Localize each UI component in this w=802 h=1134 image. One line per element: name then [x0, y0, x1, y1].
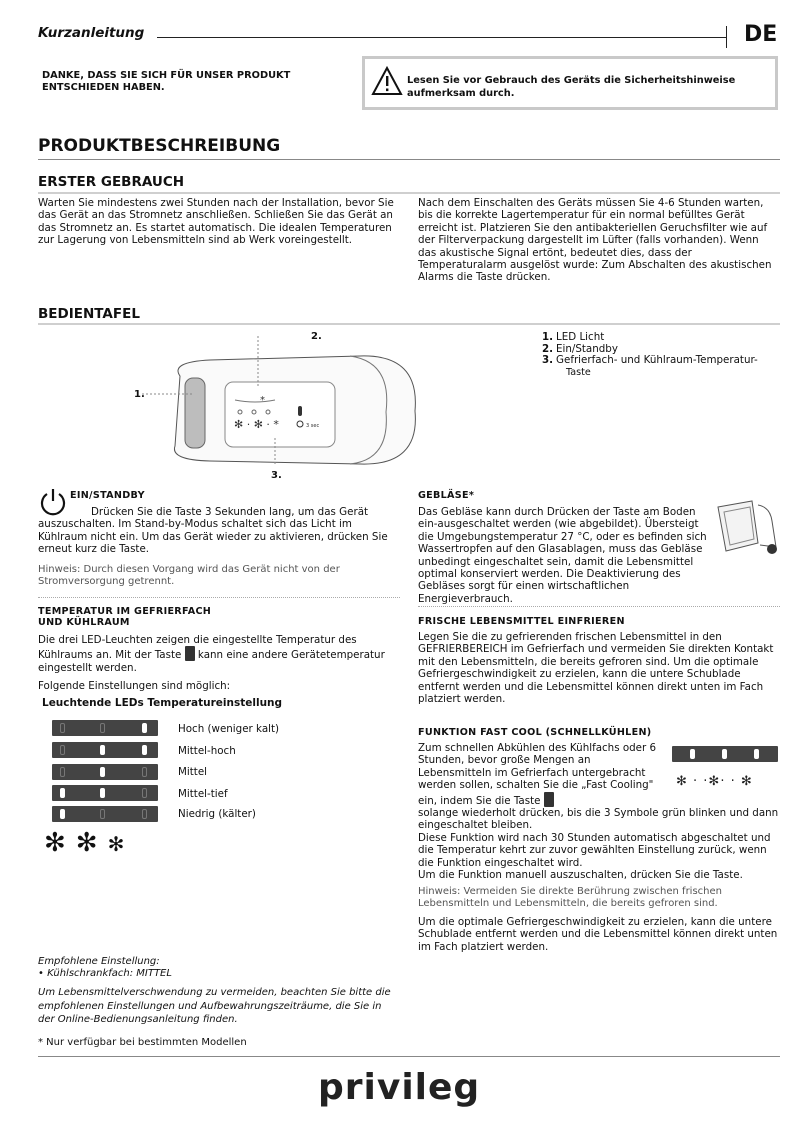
safety-warning-text: Lesen Sie vor Gebrauch des Geräts die Sicherheitshinweise aufmerksam durch.	[407, 75, 736, 99]
svg-text:✻ · ✻ · *: ✻ · ✻ · *	[234, 418, 279, 431]
legend-item: 3. Gefrierfach- und Kühlraum-Temperatur-	[542, 354, 758, 366]
footnote: * Nur verfügbar bei bestimmten Modellen	[38, 1037, 247, 1048]
heading-standby: EIN/STANDBY	[70, 490, 145, 501]
warning-icon	[371, 65, 403, 97]
legend-item: 1. LED Licht	[542, 331, 605, 343]
heading-freeze: FRISCHE LEBENSMITTEL EINFRIEREN	[418, 616, 625, 627]
language-code: DE	[744, 22, 778, 47]
panel-legend	[542, 332, 782, 378]
led-row-medium-high	[52, 742, 158, 758]
recommended-title: Empfohlene Einstellung:	[38, 956, 160, 967]
first-use-right-text: Nach dem Einschalten des Geräts müssen Sie 4-6 Stunden warten, bis die korrekte Lagertemperatur für ein normal befülltes Gerät erreicht ist. Platzieren Sie den antibakteriellen Geruchsfilter wie auf der Filterverpackung dargestellt im Lüfter (falls vorhanden). Wenn das akustische Signal ertönt, bedeutet dies, dass der Temperaturalarm ausgelöst wurde: Zum Abschalten des akustischen Alarms die Taste drücken.	[418, 197, 772, 284]
recommended-item: • Kühlschrankfach: MITTEL	[38, 968, 172, 979]
led-row-low	[52, 806, 158, 822]
led-table-header: Leuchtende LEDs Temperatureinstellung	[42, 697, 283, 709]
heading-rule	[38, 323, 780, 325]
callout-3: 3.	[271, 470, 282, 481]
fan-illustration	[712, 497, 784, 559]
control-panel-illustration	[120, 326, 440, 476]
heading-fast-cool: FUNKTION FAST COOL (SCHNELLKÜHLEN)	[418, 727, 652, 738]
led-row-high	[52, 720, 158, 736]
led-label: Mittel-hoch	[178, 745, 236, 757]
fan-text: Das Gebläse kann durch Drücken der Taste am Boden ein-ausgeschaltet werden (wie abgebildet). Übersteigt die Umgebungstemperatur 27 °C, oder es befinden sich Wassertropfen auf den Glasablagen, muss das Gebläse unbedingt eingeschaltet sein, damit die Lebensmittel optimal konserviert werden. Die Deaktivierung des Gebläses sorgt für einen wirtschaftlichen Energieverbrauch.	[418, 506, 707, 605]
fast-cool-button-icon	[544, 792, 554, 807]
heading-temperature-1: TEMPERATUR IM GEFRIERFACH	[38, 606, 212, 617]
thanks-message: DANKE, DASS SIE SICH FÜR UNSER PRODUKT ENTSCHIEDEN HABEN.	[42, 70, 291, 93]
led-label: Niedrig (kälter)	[178, 808, 256, 820]
temperature-text: Die drei LED-Leuchten zeigen die eingestellte Temperatur des Kühlraums an. Mit der Taste kann eine andere Gerätetemperatur eingestellt werden.	[38, 634, 385, 674]
legend-item: 2. Ein/Standby	[542, 342, 618, 355]
heading-control-panel: BEDIENTAFEL	[38, 306, 140, 322]
header-divider	[726, 26, 727, 48]
section-rule	[38, 159, 780, 160]
led-label: Mittel	[178, 766, 208, 778]
callout-1: 1.	[134, 389, 145, 400]
safety-warning-box	[362, 56, 778, 110]
header-rule	[157, 37, 727, 38]
temperature-button-icon	[185, 646, 195, 661]
first-use-left-text: Warten Sie mindestens zwei Stunden nach der Installation, bevor Sie das Gerät an das Stromnetz anschließen. Schließen Sie das Gerät an das Stromnetz an. Es startet automatisch. Die idealen Temperaturen zur Lagerung von Lebensmitteln sind ab Werk voreingestellt.	[38, 197, 394, 247]
standby-note: Hinweis: Durch diesen Vorgang wird das Gerät nicht von der Stromversorgung getrennt.	[38, 564, 340, 587]
led-label: Hoch (weniger kalt)	[178, 723, 280, 735]
led-row-medium	[52, 764, 158, 780]
svg-text:*: *	[260, 395, 265, 406]
section-separator	[38, 597, 400, 598]
heading-fan: GEBLÄSE*	[418, 490, 475, 501]
snowflake-icons: ✻✻✻	[44, 828, 135, 858]
brand-logo: privileg	[318, 1067, 481, 1108]
fast-cool-note: Hinweis: Vermeiden Sie direkte Berührung zwischen frischen Lebensmitteln und Lebensmitteln, die bereits gefroren sind.	[418, 886, 722, 909]
section-title-product: PRODUKTBESCHREIBUNG	[38, 136, 281, 156]
sec-label: 3 sec	[306, 423, 320, 429]
callout-2: 2.	[311, 331, 322, 342]
heading-rule	[38, 192, 780, 194]
footer-rule	[38, 1056, 780, 1057]
recommended-text: Um Lebensmittelverschwendung zu vermeiden, beachten Sie bitte die empfohlenen Einstellungen und Aufbewahrungszeiträume, die Sie in der Online-Bedienungsanleitung finden.	[38, 987, 391, 1025]
heading-temperature-2: UND KÜHLRAUM	[38, 617, 130, 628]
led-row-medium-low	[52, 785, 158, 801]
section-separator	[418, 606, 780, 607]
legend-item-continuation: Taste	[566, 366, 591, 378]
possible-settings-text: Folgende Einstellungen sind möglich:	[38, 680, 231, 692]
fast-cool-text: Zum schnellen Abkühlen des Kühlfachs oder 6 Stunden, bevor große Mengen an Lebensmitteln im Gefrierfach untergebracht werden sollen, schalten Sie die „Fast Cooling" ein, indem Sie die Taste solange wiederholt drücken, bis die 3 Symbole grün blinken und dann eingeschaltet bleiben. Diese Funktion wird nach 30 Stunden automatisch abgeschaltet und die Temperatur kehrt zur zuvor gewählten Einstellung zurück, wenn die Funktion eingeschaltet wird. Um die Funktion manuell auszuschalten, drücken Sie die Taste.	[418, 742, 779, 882]
heading-first-use: ERSTER GEBRAUCH	[38, 174, 185, 190]
led-label: Mittel-tief	[178, 788, 228, 800]
fast-cool-text-2: Um die optimale Gefriergeschwindigkeit zu erzielen, kann die untere Schublade entfernt werden und die Lebensmittel können direkt unten im Fach platziert werden.	[418, 916, 778, 953]
standby-text: Drücken Sie die Taste 3 Sekunden lang, um das Gerät auszuschalten. Im Stand-by-Modus schaltet sich das Licht im Kühlraum nicht ein. Um das Gerät wieder zu aktivieren, drücken Sie erneut kurz die Taste.	[38, 506, 388, 556]
freeze-text: Legen Sie die zu gefrierenden frischen Lebensmittel in den GEFRIERBEREICH im Gefrierfach und vermeiden Sie direkten Kontakt mit den Lebensmitteln, die bereits gefroren sind. Um die optimale Gefriergeschwindigkeit zu erzielen, kann die untere Schublade entfernt werden und die Lebensmittel können direkt unten im Fach platziert werden.	[418, 631, 774, 706]
document-title: Kurzanleitung	[38, 25, 145, 41]
fast-cool-snowflake-icons: ✻ · ·✻· · ✻	[676, 774, 753, 789]
